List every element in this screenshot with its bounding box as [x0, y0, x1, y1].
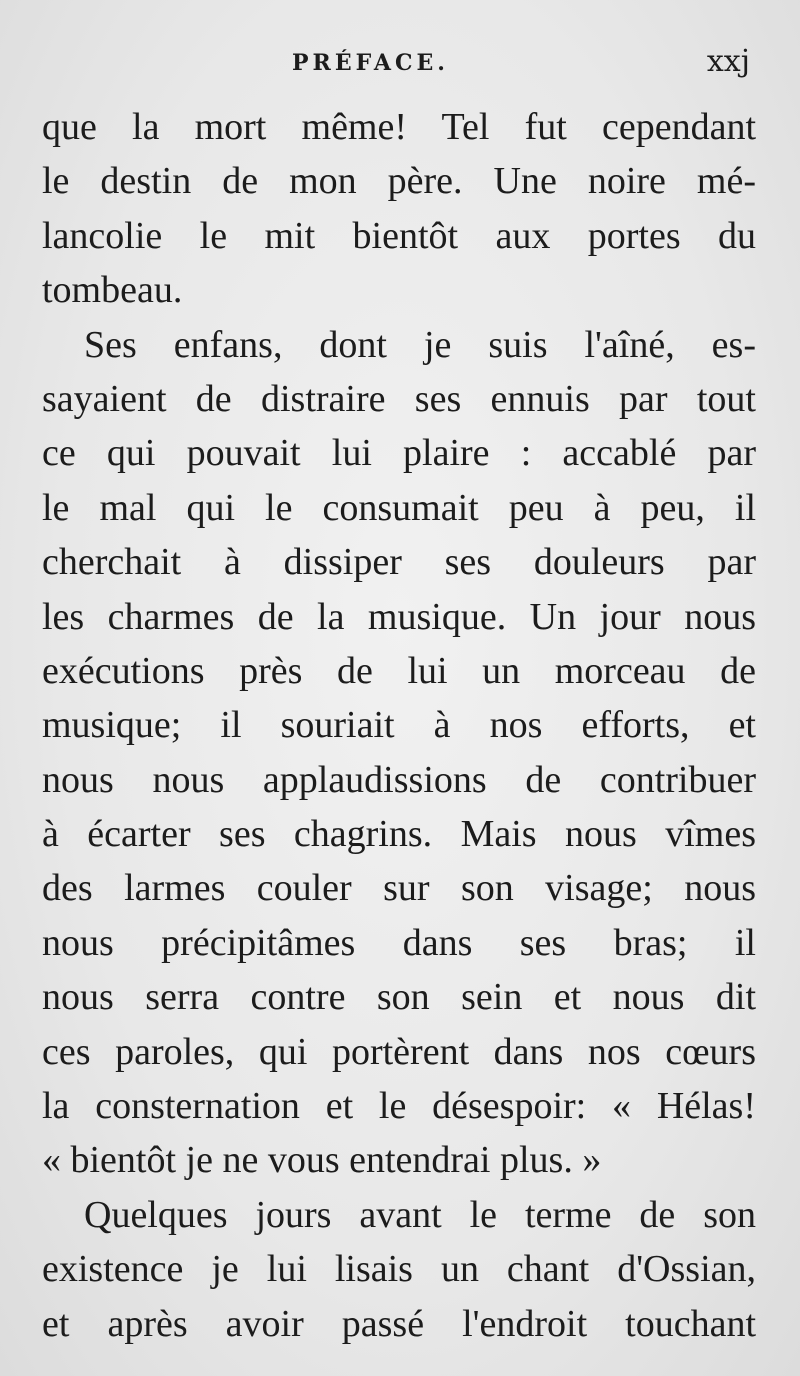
text-line: nous serra contre son sein et nous dit — [42, 976, 756, 1019]
body-text — [42, 100, 756, 1351]
page-header — [0, 44, 800, 88]
text-line: les charmes de la musique. Un jour nous — [42, 595, 756, 638]
text-line: à écarter ses chagrins. Mais nous vîmes — [42, 813, 756, 856]
text-line: tombeau. — [42, 269, 183, 312]
text-line: cherchait à dissiper ses douleurs par — [42, 541, 756, 584]
text-line: lancolie le mit bientôt aux portes du — [42, 214, 756, 257]
text-line: exécutions près de lui un morceau de — [42, 649, 756, 692]
text-line: le mal qui le consumait peu à peu, il — [42, 486, 756, 529]
text-line: des larmes couler sur son visage; nous — [42, 867, 756, 910]
text-line: et après avoir passé l'endroit touchant — [42, 1302, 756, 1345]
text-line: nous nous applaudissions de contribuer — [42, 758, 756, 801]
text-line: la consternation et le désespoir: « Hélas! — [42, 1085, 756, 1128]
text-line: ce qui pouvait lui plaire : accablé par — [42, 432, 756, 475]
text-line: le destin de mon père. Une noire mé- — [42, 160, 756, 203]
paragraph-first-line: Ses enfans, dont je suis l'aîné, es- — [84, 323, 756, 366]
text-line: ces paroles, qui portèrent dans nos cœurs — [42, 1030, 756, 1073]
page-number: xxj — [706, 44, 750, 79]
text-line: nous précipitâmes dans ses bras; il — [42, 921, 756, 964]
text-line: que la mort même! Tel fut cependant — [42, 106, 756, 148]
paragraph-first-line: Quelques jours avant le terme de son — [84, 1193, 756, 1236]
text-line: existence je lui lisais un chant d'Ossian, — [42, 1248, 756, 1291]
text-line: musique; il souriait à nos efforts, et — [42, 704, 756, 747]
text-line: « bientôt je ne vous entendrai plus. » — [42, 1139, 602, 1182]
text-line: sayaient de distraire ses ennuis par tout — [42, 377, 756, 420]
running-title: PRÉFACE. — [292, 50, 449, 76]
